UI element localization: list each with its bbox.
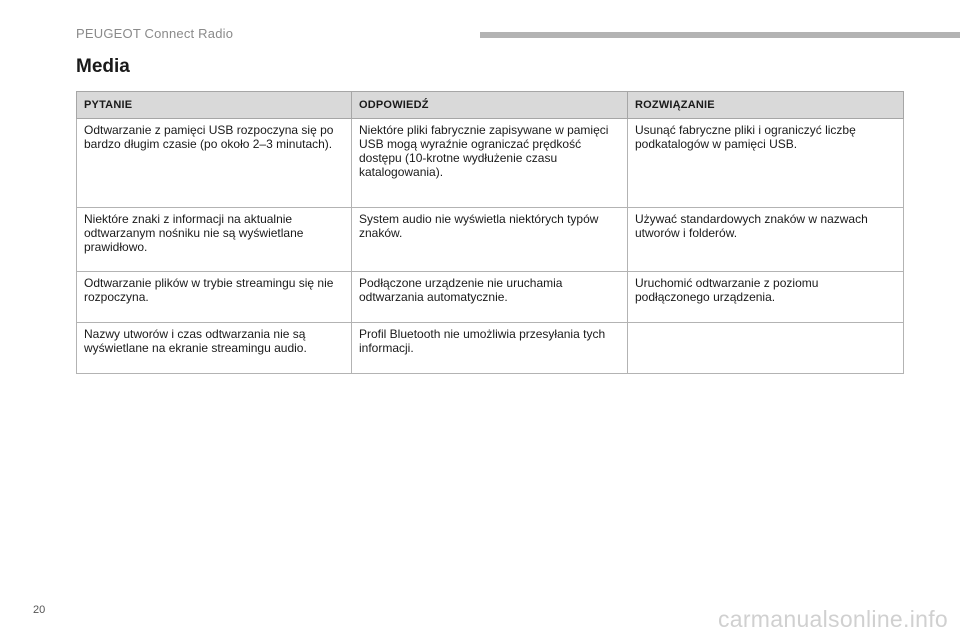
column-header-question: PYTANIE: [77, 92, 352, 119]
solution-cell: Uruchomić odtwarzanie z poziomu podłączonego urządzenia.: [628, 272, 904, 323]
table-header-row: [77, 92, 904, 119]
section-title: Media: [76, 56, 130, 77]
watermark: carmanualsonline.info: [717, 606, 948, 632]
page-number: 20: [33, 604, 46, 616]
question-cell: Niektóre znaki z informacji na aktualnie odtwarzanym nośniku nie są wyświetlane prawidłowo.: [77, 208, 352, 272]
solution-cell: [628, 323, 904, 374]
question-cell: Odtwarzanie plików w trybie streamingu się nie rozpoczyna.: [77, 272, 352, 323]
faq-table: [76, 91, 904, 374]
table-row: [77, 323, 904, 374]
table-row: [77, 272, 904, 323]
question-cell: Odtwarzanie z pamięci USB rozpoczyna się po bardzo długim czasie (po około 2–3 minutach).: [77, 119, 352, 208]
column-header-solution: ROZWIĄZANIE: [628, 92, 904, 119]
header-bar: [480, 32, 960, 38]
answer-cell: Podłączone urządzenie nie uruchamia odtwarzania automatycznie.: [352, 272, 628, 323]
column-header-answer: ODPOWIEDŹ: [352, 92, 628, 119]
header-title: PEUGEOT Connect Radio: [76, 26, 234, 41]
solution-cell: Używać standardowych znaków w nazwach utworów i folderów.: [628, 208, 904, 272]
answer-cell: Niektóre pliki fabrycznie zapisywane w pamięci USB mogą wyraźnie ograniczać prędkość dostępu (10-krotne wydłużenie czasu katalogowania).: [352, 119, 628, 208]
table-row: [77, 119, 904, 208]
answer-cell: Profil Bluetooth nie umożliwia przesyłania tych informacji.: [352, 323, 628, 374]
table-row: [77, 208, 904, 272]
answer-cell: System audio nie wyświetla niektórych typów znaków.: [352, 208, 628, 272]
question-cell: Nazwy utworów i czas odtwarzania nie są wyświetlane na ekranie streamingu audio.: [77, 323, 352, 374]
solution-cell: Usunąć fabryczne pliki i ograniczyć liczbę podkatalogów w pamięci USB.: [628, 119, 904, 208]
